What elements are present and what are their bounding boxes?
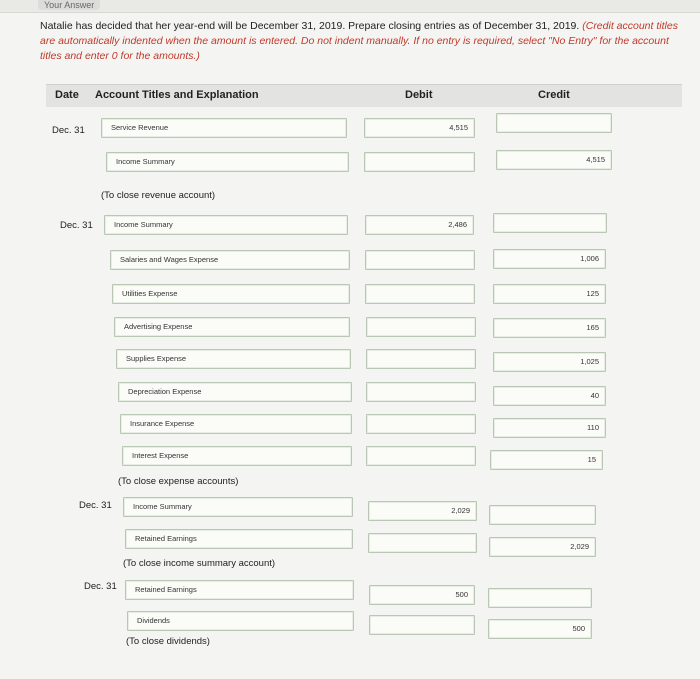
debit-field[interactable] bbox=[365, 250, 475, 270]
tab-your-answer[interactable]: Your Answer bbox=[38, 0, 100, 10]
debit-field[interactable]: 2,486 bbox=[365, 215, 474, 235]
debit-field[interactable] bbox=[366, 317, 476, 337]
credit-field[interactable] bbox=[496, 113, 612, 133]
credit-field[interactable] bbox=[488, 588, 592, 608]
credit-field[interactable]: 2,029 bbox=[489, 537, 596, 557]
debit-field[interactable] bbox=[366, 414, 476, 434]
debit-field[interactable] bbox=[366, 446, 476, 466]
entry-explanation: (To close income summary account) bbox=[123, 558, 276, 569]
account-header: Account Titles and Explanation bbox=[95, 89, 259, 101]
debit-header: Debit bbox=[405, 89, 433, 101]
debit-field[interactable] bbox=[365, 284, 475, 304]
account-title-field[interactable]: Service Revenue bbox=[101, 118, 347, 138]
credit-field[interactable]: 1,006 bbox=[493, 249, 606, 269]
credit-field[interactable] bbox=[493, 213, 607, 233]
credit-field[interactable]: 110 bbox=[493, 418, 606, 438]
instructions-text: Natalie has decided that her year-end will be December 31, 2019. Prepare closing entries as of December 31, 2019. bbox=[40, 20, 580, 32]
entry-date: Dec. 31 bbox=[60, 220, 93, 231]
instructions bbox=[40, 19, 680, 64]
instructions-note: (Credit account titles are automatically indented when the amount is entered. Do not indent manually. If no entry is required, select "No Entry" for the account titles and enter 0 for the amounts.) bbox=[40, 20, 678, 62]
debit-field[interactable] bbox=[366, 349, 476, 369]
table-header bbox=[46, 84, 682, 107]
entry-explanation: (To close revenue account) bbox=[101, 190, 216, 201]
account-title-field[interactable]: Utilities Expense bbox=[112, 284, 350, 304]
account-title-field[interactable]: Advertising Expense bbox=[114, 317, 350, 337]
entry-explanation: (To close dividends) bbox=[126, 636, 210, 647]
debit-field[interactable]: 2,029 bbox=[368, 501, 477, 521]
credit-field[interactable]: 125 bbox=[493, 284, 606, 304]
top-tab-strip bbox=[0, 0, 700, 13]
credit-field[interactable]: 15 bbox=[490, 450, 603, 470]
entry-date: Dec. 31 bbox=[79, 500, 112, 511]
credit-field[interactable]: 165 bbox=[493, 318, 606, 338]
credit-field[interactable]: 1,025 bbox=[493, 352, 606, 372]
debit-field[interactable] bbox=[369, 615, 475, 635]
debit-field[interactable] bbox=[364, 152, 475, 172]
account-title-field[interactable]: Retained Earnings bbox=[125, 529, 353, 549]
debit-field[interactable]: 500 bbox=[369, 585, 475, 605]
credit-field[interactable]: 500 bbox=[488, 619, 592, 639]
date-header: Date bbox=[55, 89, 79, 101]
account-title-field[interactable]: Salaries and Wages Expense bbox=[110, 250, 350, 270]
account-title-field[interactable]: Dividends bbox=[127, 611, 354, 631]
entry-explanation: (To close expense accounts) bbox=[118, 476, 239, 487]
credit-field[interactable]: 40 bbox=[493, 386, 606, 406]
account-title-field[interactable]: Interest Expense bbox=[122, 446, 352, 466]
account-title-field[interactable]: Income Summary bbox=[123, 497, 353, 517]
entry-date: Dec. 31 bbox=[52, 125, 85, 136]
credit-field[interactable]: 4,515 bbox=[496, 150, 612, 170]
credit-header: Credit bbox=[538, 89, 570, 101]
debit-field[interactable] bbox=[368, 533, 477, 553]
account-title-field[interactable]: Retained Earnings bbox=[125, 580, 354, 600]
debit-field[interactable]: 4,515 bbox=[364, 118, 475, 138]
account-title-field[interactable]: Supplies Expense bbox=[116, 349, 351, 369]
credit-field[interactable] bbox=[489, 505, 596, 525]
account-title-field[interactable]: Income Summary bbox=[106, 152, 349, 172]
account-title-field[interactable]: Income Summary bbox=[104, 215, 348, 235]
entry-date: Dec. 31 bbox=[84, 581, 117, 592]
account-title-field[interactable]: Insurance Expense bbox=[120, 414, 352, 434]
account-title-field[interactable]: Depreciation Expense bbox=[118, 382, 352, 402]
debit-field[interactable] bbox=[366, 382, 476, 402]
